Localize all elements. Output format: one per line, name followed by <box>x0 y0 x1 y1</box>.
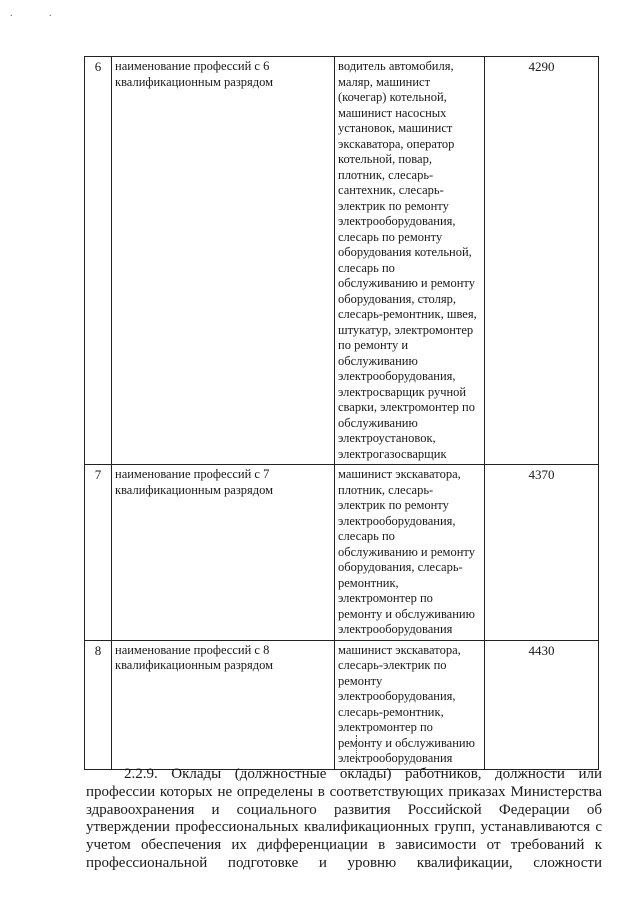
professions-list: машинист экскаватора, слесарь-электрик по ремонту электрооборудования, слесарь-ремонтник, электромонтер по ремонту и обслуживанию электрооборудования <box>335 640 485 769</box>
salary-amount: 4370 <box>485 465 599 641</box>
salary-table <box>84 56 599 770</box>
table-row <box>85 465 599 641</box>
table-row <box>85 57 599 465</box>
scan-artifact-dots <box>10 8 86 19</box>
scan-artifact-line <box>356 735 358 763</box>
qualification-description: наименование профессий с 6 квалификационным разрядом <box>112 57 335 465</box>
salary-amount: 4430 <box>485 640 599 769</box>
row-number: 6 <box>85 57 112 465</box>
table-row <box>85 640 599 769</box>
professions-list: машинист экскаватора, плотник, слесарь- электрик по ремонту электрооборудования, слесарь по обслуживанию и ремонту оборудования, слесарь- ремонтник, электромонтер по ремонту и обслуживанию электрооборудования <box>335 465 485 641</box>
qualification-description: наименование профессий с 7 квалификационным разрядом <box>112 465 335 641</box>
qualification-description: наименование профессий с 8 квалификационным разрядом <box>112 640 335 769</box>
scan-dot: . <box>49 8 52 19</box>
professions-list: водитель автомобиля, маляр, машинист (кочегар) котельной, машинист насосных установок, машинист экскаватора, оператор котельной, повар, плотник, слесарь- сантехник, слесарь- электрик по ремонту электрооборудования, слесарь по ремонту оборудования котельной, слесарь по обслуживанию и ремонту оборудования, столяр, слесарь-ремонтник, швея, штукатур, электромонтер по ремонту и обслуживанию электрооборудования, электросварщик ручной сварки, электромонтер по обслуживанию электроустановок, электрогазосварщик <box>335 57 485 465</box>
paragraph-first-line: 2.2.9. Оклады (должностные оклады) работников, должности или <box>124 766 602 782</box>
row-number: 8 <box>85 640 112 769</box>
body-paragraph <box>86 766 602 873</box>
row-number: 7 <box>85 465 112 641</box>
salary-amount: 4290 <box>485 57 599 465</box>
paragraph-text: профессии которых не определены в соответствующих приказах Министерства здравоохранения и социального развития Российской Федерации об утверждении профессиональных квалификационных групп, устанавливаются с учетом обеспечения их дифференциации в зависимости от требований к профессиональной подготовке и уровню квалификации, сложности <box>86 783 602 871</box>
scan-dot: . <box>10 8 13 19</box>
